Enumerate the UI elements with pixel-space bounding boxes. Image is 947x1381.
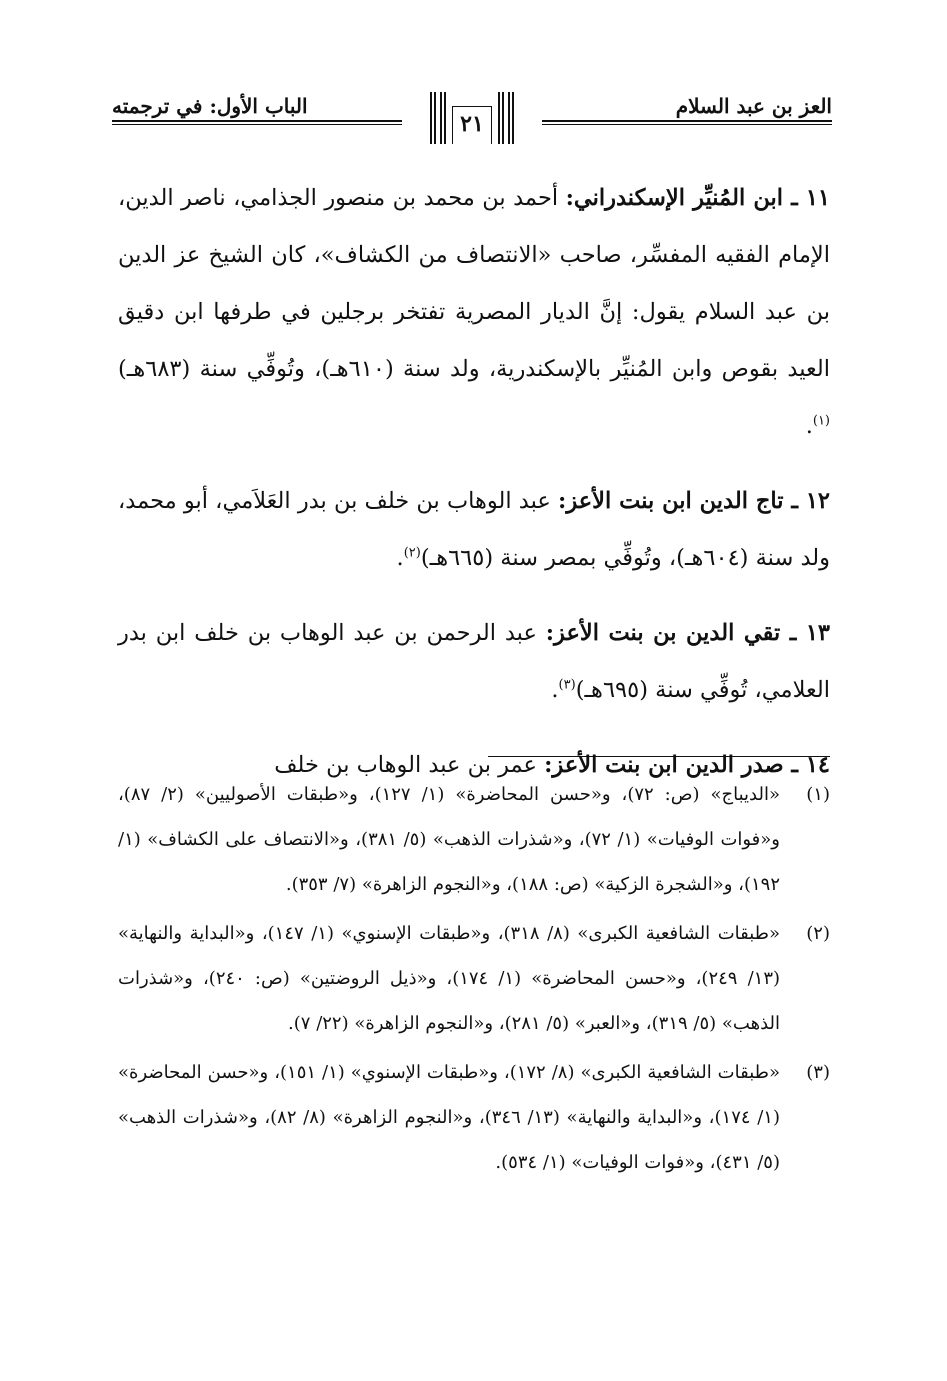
- page-number: ٢١: [452, 106, 492, 144]
- entry-13: [118, 605, 830, 719]
- header-rule: [112, 124, 402, 125]
- header-rule: [542, 120, 832, 122]
- ornament-post: [498, 92, 504, 144]
- footnote-3: [118, 1050, 830, 1185]
- footnote-text: «الديباج» (ص: ٧٢)، و«حسن المحاضرة» (١/ ١٢٧)، و«طبقات الأصوليين» (٢/ ٨٧)، و«فوات الوفيات» (١/ ٧٢)، و«شذرات الذهب» (٥/ ٣٨١)، و«الانتصاف على الكشاف» (١/ ١٩٢)، و«الشجرة الزكية» (ص: ١٨٨)، و«النجوم الزاهرة» (٧/ ٣٥٣).: [118, 784, 781, 895]
- page-number-frame: [430, 92, 514, 144]
- footnote-text: «طبقات الشافعية الكبرى» (٨/ ٣١٨)، و«طبقات الإسنوي» (١/ ١٤٧)، و«البداية والنهاية» (١٣/ ٢٤٩)، و«حسن المحاضرة» (١/ ١٧٤)، و«ذيل الروضتين» (ص: ٢٤٠)، و«شذرات الذهب» (٥/ ٣١٩)، و«العبر» (٥/ ٢٨١)، و«النجوم الزاهرة» (٢٢/ ٧).: [118, 923, 781, 1034]
- chapter-title: الباب الأول: في ترجمته: [112, 94, 308, 118]
- footnote-1: [118, 772, 830, 907]
- header-rule: [112, 120, 402, 122]
- entry-text: عبد الرحمن بن عبد الوهاب بن خلف ابن بدر العلامي، تُوفِّي سنة (٦٩٥هـ): [118, 620, 830, 703]
- ornament-post: [440, 92, 446, 144]
- ornament-post: [508, 92, 514, 144]
- page-header: [112, 88, 832, 148]
- entry-tail: .: [551, 677, 559, 703]
- footnote-ref[interactable]: (٣): [558, 677, 576, 693]
- ornament-post: [430, 92, 436, 144]
- footnote-ref[interactable]: (٢): [403, 545, 421, 561]
- footnote-number: (٢): [806, 923, 830, 944]
- footnote-number: (٣): [806, 1062, 830, 1083]
- entry-text: عمر بن عبد الوهاب بن خلف: [274, 752, 545, 778]
- footnote-ref[interactable]: (١): [812, 413, 830, 429]
- footnote-2: [118, 911, 830, 1046]
- footnote-separator: [488, 756, 830, 757]
- header-rule: [542, 124, 832, 125]
- entry-tail: .: [805, 413, 813, 439]
- entry-heading: ١٢ ـ تاج الدين ابن بنت الأعز:: [558, 488, 830, 514]
- entry-12: [118, 473, 830, 587]
- entry-heading: ١٣ ـ تقي الدين بن بنت الأعز:: [545, 620, 831, 646]
- entry-tail: .: [396, 545, 404, 571]
- entry-11: [118, 170, 830, 455]
- footnotes: [118, 772, 830, 1189]
- main-text: [118, 170, 830, 812]
- entry-text: أحمد بن محمد بن منصور الجذامي، ناصر الدين، الإمام الفقيه المفسِّر، صاحب «الانتصاف من الكشاف»، كان الشيخ عز الدين بن عبد السلام يقول: إنَّ الديار المصرية تفتخر برجلين في طرفها ابن دقيق العيد بقوص وابن المُنيِّر بالإسكندرية، ولد سنة (٦١٠هـ)، وتُوفِّي سنة (٦٨٣هـ): [118, 185, 830, 382]
- entry-heading: ١١ ـ ابن المُنيِّر الإسكندراني:: [565, 185, 830, 211]
- entry-text: عبد الوهاب بن خلف بن بدر العَلاَمي، أبو محمد، ولد سنة (٦٠٤هـ)، وتُوفِّي بمصر سنة (٦٦٥هـ): [118, 488, 830, 571]
- entry-heading: ١٤ ـ صدر الدين ابن بنت الأعز:: [544, 752, 830, 778]
- book-title: العز بن عبد السلام: [675, 94, 832, 118]
- footnote-text: «طبقات الشافعية الكبرى» (٨/ ١٧٢)، و«طبقات الإسنوي» (١/ ١٥١)، و«حسن المحاضرة» (١/ ١٧٤)، و«البداية والنهاية» (١٣/ ٣٤٦)، و«النجوم الزاهرة» (٨/ ٨٢)، و«شذرات الذهب» (٥/ ٤٣١)، و«فوات الوفيات» (١/ ٥٣٤).: [118, 1062, 780, 1173]
- footnote-number: (١): [806, 784, 830, 805]
